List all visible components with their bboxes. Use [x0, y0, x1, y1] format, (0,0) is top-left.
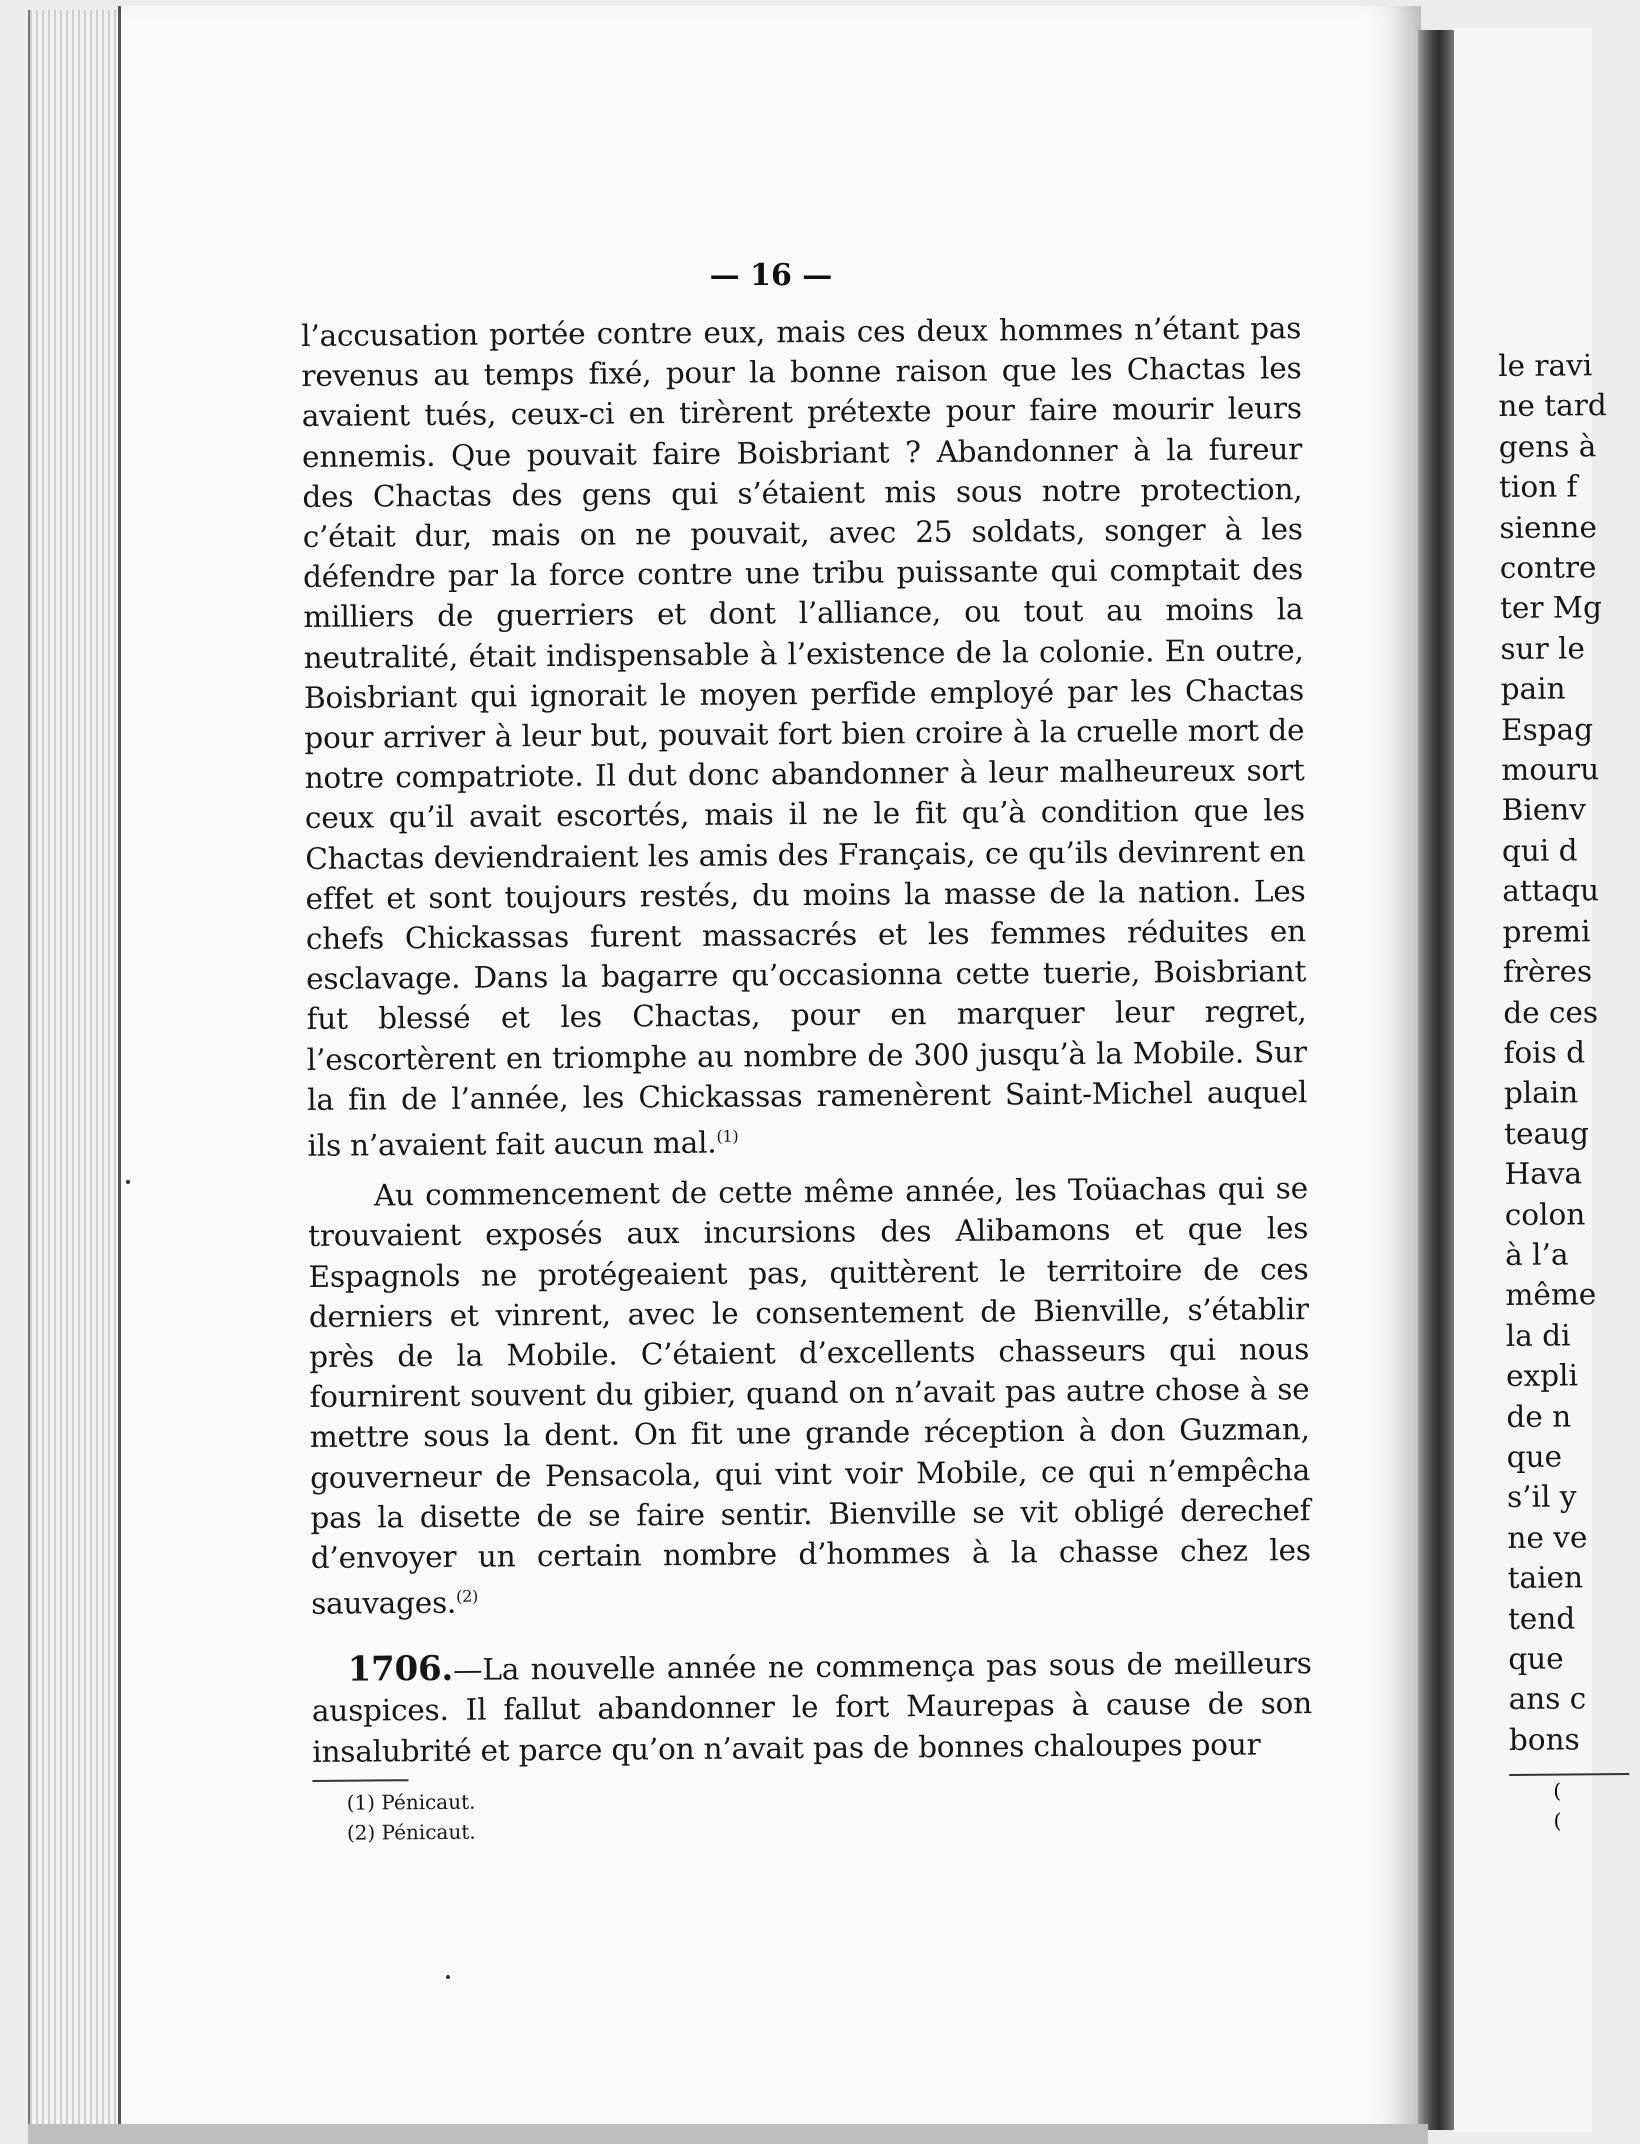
- right-page-line: qui d: [1501, 833, 1578, 868]
- right-page-footnote: (: [1553, 1778, 1562, 1803]
- right-page-line: fois d: [1503, 1035, 1586, 1070]
- year-heading: 1706.: [347, 1649, 454, 1690]
- right-page-line: colon: [1504, 1196, 1586, 1232]
- paragraph-text: —La nouvelle année ne commença pas sous de meilleurs auspices. Il fallut abandonner le fort Maurepas à cause de son insalubrité et parce qu’on n’avait pas de bonnes chaloupes pour: [311, 1646, 1313, 1769]
- book-gutter: [1418, 30, 1454, 2130]
- body-text: [301, 308, 1313, 1848]
- right-page-footnote: (: [1553, 1808, 1562, 1833]
- scan-speck: [126, 1180, 130, 1184]
- right-page-line: teaug: [1504, 1116, 1590, 1151]
- right-page-line: sur le: [1500, 631, 1586, 666]
- right-page-line: ne ve: [1507, 1520, 1588, 1555]
- right-page-line: premi: [1502, 913, 1591, 949]
- left-page: [118, 6, 1421, 2134]
- right-page-line: gens à: [1498, 429, 1597, 464]
- right-page-line: la di: [1505, 1318, 1571, 1353]
- right-page-line: de ces: [1503, 994, 1599, 1030]
- right-page-line: Hava: [1504, 1156, 1583, 1192]
- right-page-line: sienne: [1499, 509, 1598, 545]
- footnote-divider: [312, 1779, 408, 1782]
- right-page-line: bons: [1508, 1722, 1580, 1757]
- right-page-line: contre: [1499, 550, 1597, 586]
- right-page-line: plain: [1503, 1075, 1579, 1111]
- right-page: [1454, 28, 1607, 2132]
- right-page-line: taien: [1507, 1560, 1584, 1596]
- right-page-line: pain: [1500, 671, 1566, 707]
- paragraph-text: l’accusation portée contre eux, mais ces deux hommes n’étant pas revenus au temps fixé, pour la bonne raison que les Chactas les avaient tués, ceux-ci en tirèrent prétexte pour faire mourir leurs ennemis. Que pouvait faire Boisbriant ? Abandonner à la fureur des Chactas des gens qui s’étaient mis sous notre protection, c’était dur, mais on ne pouvait, avec 25 soldats, songer à les défendre par la force contre une tribu puissante qui comptait des milliers de guerriers et dont l’alliance, ou tout au moins la neutralité, était indispensable à l’existence de la colonie. En outre, Boisbriant qui ignorait le moyen perfide employé par les Chactas pour arriver à leur but, pouvait fort bien croire à la cruelle mort de notre compatriote. Il dut donc abandonner à leur malheureux sort ceux qu’il avait escortés, mais il ne le fit qu’à condition que les Chactas deviendraient les amis des Français, ce qu’ils devinrent en effet et sont toujours restés, du moins la masse de la nation. Les chefs Chickassas furent massacrés et les femmes réduites en esclavage. Dans la bagarre qu’occasionna cette tuerie, Boisbriant fut blessé et les Chactas, pour en marquer leur regret, l’escortèrent en triomphe au nombre de 300 jusqu’à la Mobile. Sur la fin de l’année, les Chickassas ramenèrent Saint-Michel auquel ils n’avaient fait aucun mal.: [301, 311, 1308, 1163]
- right-page-line: attaqu: [1502, 873, 1600, 909]
- right-page-line: expli: [1505, 1358, 1579, 1394]
- right-page-line: tend: [1507, 1601, 1576, 1636]
- right-page-line: ans c: [1508, 1681, 1587, 1717]
- right-page-line: Espag: [1500, 711, 1594, 747]
- right-page-line: mouru: [1501, 752, 1600, 788]
- paragraph: [308, 1168, 1311, 1624]
- right-page-line: ter Mg: [1499, 590, 1603, 626]
- footnote-reference: (2): [456, 1586, 479, 1606]
- footnote-reference: (1): [716, 1126, 739, 1146]
- footnote: (2) Pénicaut.: [346, 1819, 476, 1845]
- paragraph-text: Au commencement de cette même année, les Toüachas qui se trouvaient exposés aux incursions des Alibamons et que les Espagnols ne protégeaient pas, quittèrent le territoire de ces derniers et vinrent, avec le consentement de Bienville, s’établir près de la Mobile. C’étaient d’excellents chasseurs qui nous fournirent souvent du gibier, quand on n’avait pas autre chose à se mettre sous la dent. On fit une grande réception à don Guzman, gouverneur de Pensacola, qui vint voir Mobile, ce qui n’empêcha pas la disette de se faire sentir. Bienville se vit obligé derechef d’envoyer un certain nombre d’hommes à la chasse chez les sauvages.: [308, 1171, 1311, 1621]
- right-page-line: que: [1508, 1641, 1564, 1676]
- right-page-line: frères: [1502, 954, 1593, 990]
- right-page-line: à l’a: [1505, 1237, 1569, 1272]
- paragraph: [311, 1642, 1312, 1771]
- scan-bottom-edge: [28, 2124, 1428, 2144]
- footnote: (1) Pénicaut.: [346, 1789, 476, 1815]
- right-page-line: même: [1505, 1277, 1597, 1313]
- right-page-line: le ravi: [1498, 348, 1593, 383]
- book-page-edges: [28, 10, 125, 2130]
- right-page-line: ne tard: [1498, 388, 1607, 424]
- right-page-line: de n: [1506, 1399, 1572, 1434]
- right-page-text: [1498, 345, 1640, 1836]
- right-page-line: que: [1506, 1439, 1563, 1474]
- right-page-line: tion f: [1498, 469, 1578, 505]
- right-page-line: Bienv: [1501, 792, 1587, 828]
- right-page-line: s’il y: [1506, 1479, 1577, 1515]
- scan-speck: [446, 1975, 450, 1979]
- paragraph: [301, 308, 1308, 1166]
- page-number: — 16 —: [709, 258, 833, 293]
